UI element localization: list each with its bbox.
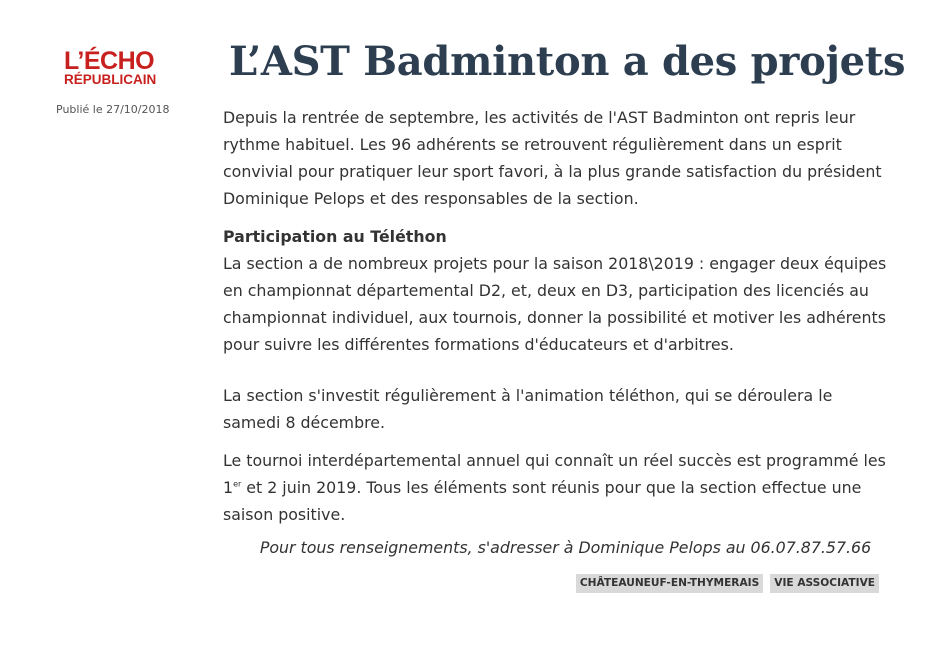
article-title: L’AST Badminton a des projets	[229, 38, 906, 85]
paragraph-tournament-part1: Le tournoi interdépartemental annuel qui connaît un réel succès est programmé les 1	[223, 451, 886, 497]
publish-date: Publié le 27/10/2018	[56, 103, 170, 116]
paragraph-telethon: La section s'investit régulièrement à l'animation téléthon, qui se déroulera le samedi 8 décembre.	[223, 386, 833, 432]
paragraph-intro: Depuis la rentrée de septembre, les activités de l'AST Badminton ont repris leur rythme habituel. Les 96 adhérents se retrouvent régulièrement dans un esprit convivial pour pratiquer leur sport favori, à la plus grande satisfaction du président Dominique Pelops et des responsables de la section.	[223, 108, 882, 208]
contact-info: Pour tous renseignements, s'adresser à Dominique Pelops au 06.07.87.57.66	[259, 538, 872, 557]
tag-chateauneuf[interactable]: CHÂTEAUNEUF-EN-THYMERAIS	[576, 574, 763, 593]
tag-list	[576, 574, 879, 593]
section-subheading: Participation au Téléthon	[223, 227, 447, 246]
ordinal-superscript: er	[233, 479, 242, 489]
tag-vie-associative[interactable]: VIE ASSOCIATIVE	[770, 574, 879, 593]
logo-line-1: L’ÉCHO	[64, 47, 155, 75]
sidebar	[40, 47, 190, 116]
paragraph-projects	[223, 223, 888, 358]
publication-logo[interactable]	[64, 48, 190, 87]
article-body	[223, 104, 888, 561]
paragraph-tournament-part2: et 2 juin 2019. Tous les éléments sont réunis pour que la section effectue une saison positive.	[223, 478, 862, 524]
paragraph-tournament	[223, 447, 888, 528]
paragraph-projects-text: La section a de nombreux projets pour la saison 2018\2019 : engager deux équipes en championnat départemental D2, et, deux en D3, participation des licenciés au championnat individuel, aux tournois, donner la possibilité et motiver les adhérents pour suivre les différentes formations d'éducateurs et d'arbitres.	[223, 254, 887, 354]
logo-line-2: RÉPUBLICAIN	[64, 72, 157, 87]
